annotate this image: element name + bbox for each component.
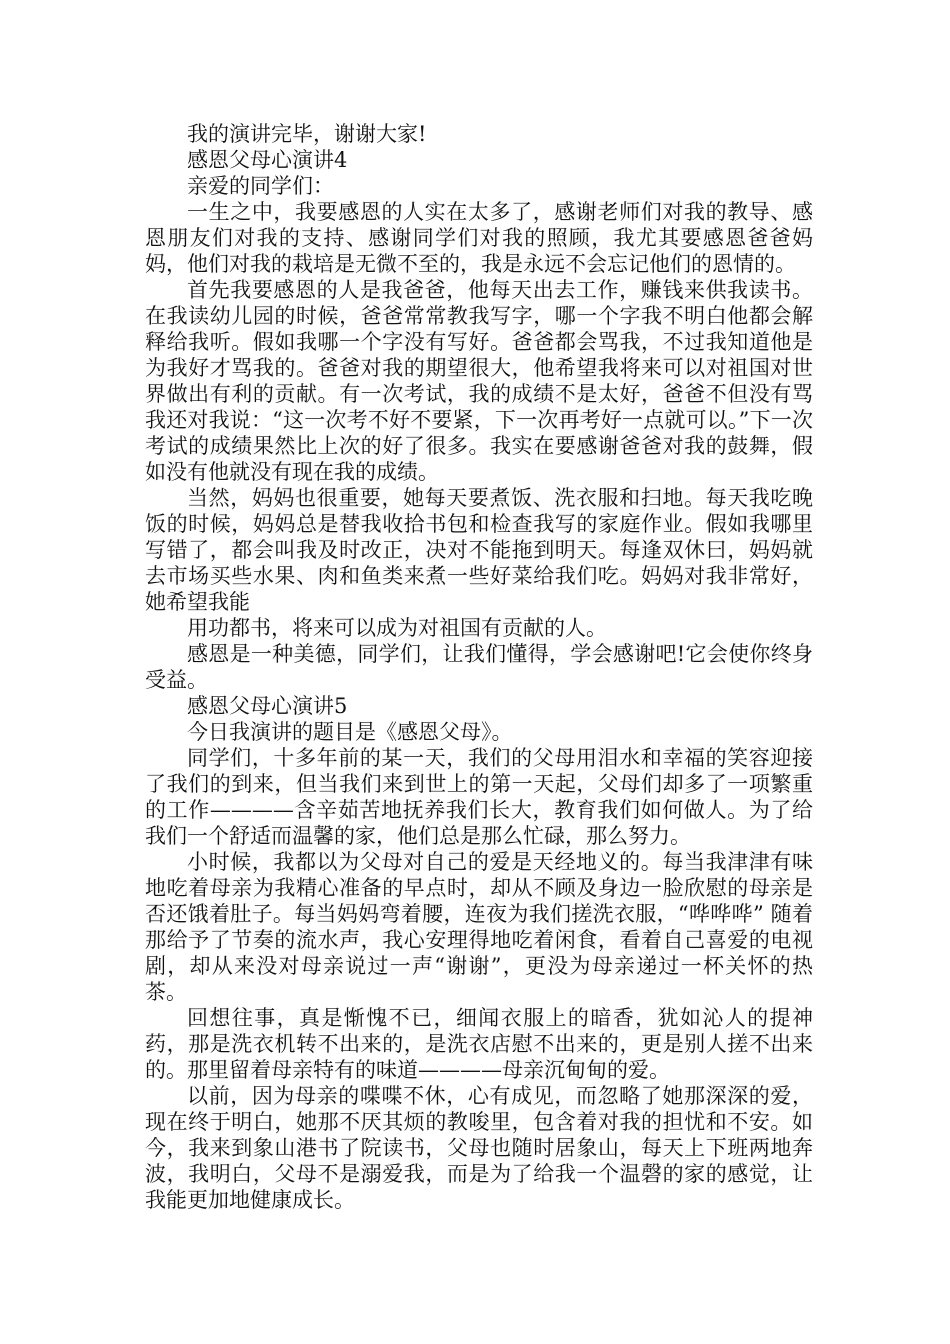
document-page — [145, 121, 813, 1213]
paragraph: 首先我要感恩的人是我爸爸，他每天出去工作，赚钱来供我读书。在我读幼儿园的时候，爸爸常常教我写字，哪一个字我不明白他都会解释给我听。假如我哪一个字没有写好。爸爸都会骂我，不过我知道他是为我好才骂我的。爸爸对我的期望很大，他希望我将来可以对祖国对世界做出有利的贡献。有一次考试，我的成绩不是太好，爸爸不但没有骂我还对我说：“这一次考不好不要紧，下一次再考好一点就可以。”下一次考试的成绩果然比上次的好了很多。我实在要感谢爸爸对我的鼓舞，假如没有他就没有现在我的成绩。 — [145, 278, 813, 484]
paragraph: 一生之中，我要感恩的人实在太多了，感谢老师们对我的教导、感恩朋友们对我的支持、感谢同学们对我的照顾，我尤其要感恩爸爸妈妈，他们对我的栽培是无微不至的，我是永远不会忘记他们的恩情的。 — [145, 200, 813, 276]
speech-heading-5: 感恩父母心演讲5 — [187, 694, 348, 718]
paragraph: 用功都书，将来可以成为对祖国有贡献的人。 — [187, 616, 607, 640]
paragraph: 当然，妈妈也很重要，她每天要煮饭、洗衣服和扫地。每天我吃晚饭的时候，妈妈总是替我收拾书包和检查我写的家庭作业。假如我哪里写错了，都会叫我及时改正，决对不能拖到明天。每逢双休曰，妈妈就去市场买些水果、肉和鱼类来煮一些好菜给我们吃。妈妈对我非常好，她希望我能 — [145, 486, 813, 614]
paragraph: 以前，因为母亲的喋喋不休，心有成见，而忽略了她那深深的爱，现在终于明白，她那不厌其烦的教唆里，包含着对我的担忧和不安。如今，我来到象山港书了院读书，父母也随时居象山，每天上下班两地奔波，我明白，父母不是溺爱我，而是为了给我一个温磬的家的感觉，让我能更加地健康成长。 — [145, 1084, 813, 1212]
paragraph: 小时候，我都以为父母对自己的爱是天经地义的。每当我津津有味地吃着母亲为我精心准备的早点时，却从不顾及身边一脸欣慰的母亲是否还饿着肚子。每当妈妈弯着腰，连夜为我们搓洗衣服，“哗哗哗” 随着那给予了节奏的流水声，我心安理得地吃着闲食，看着自己喜爱的电视剧，却从来没对母亲说过一声“谢谢”，更没为母亲递过一杯关怀的热茶。 — [145, 850, 813, 1004]
closing-line: 我的演讲完毕，谢谢大家! — [187, 122, 427, 146]
paragraph: 感恩是一种美德，同学们，让我们懂得，学会感谢吧!它会使你终身受益。 — [145, 642, 813, 692]
paragraph: 回想往事，真是惭愧不已，细闻衣服上的暗香，犹如沁人的提神药，那是洗衣机转不出来的，是洗衣店慰不出来的，更是别人搓不出来的。那里留着母亲特有的味道————母亲沉甸甸的爱。 — [145, 1006, 813, 1082]
speech-heading-4: 感恩父母心演讲4 — [187, 148, 348, 172]
paragraph: 同学们，十多年前的某一天，我们的父母用泪水和幸福的笑容迎接了我们的到来，但当我们来到世上的第一天起，父母们却多了一项繁重的工作————含辛茹苦地抚养我们长大，教育我们如何做人。为了给我们一个舒适而温馨的家，他们总是那么忙碌，那么努力。 — [145, 746, 813, 848]
salutation: 亲爱的同学们： — [187, 174, 334, 198]
speech-topic: 今日我演讲的题目是《感恩父母》。 — [187, 720, 513, 744]
